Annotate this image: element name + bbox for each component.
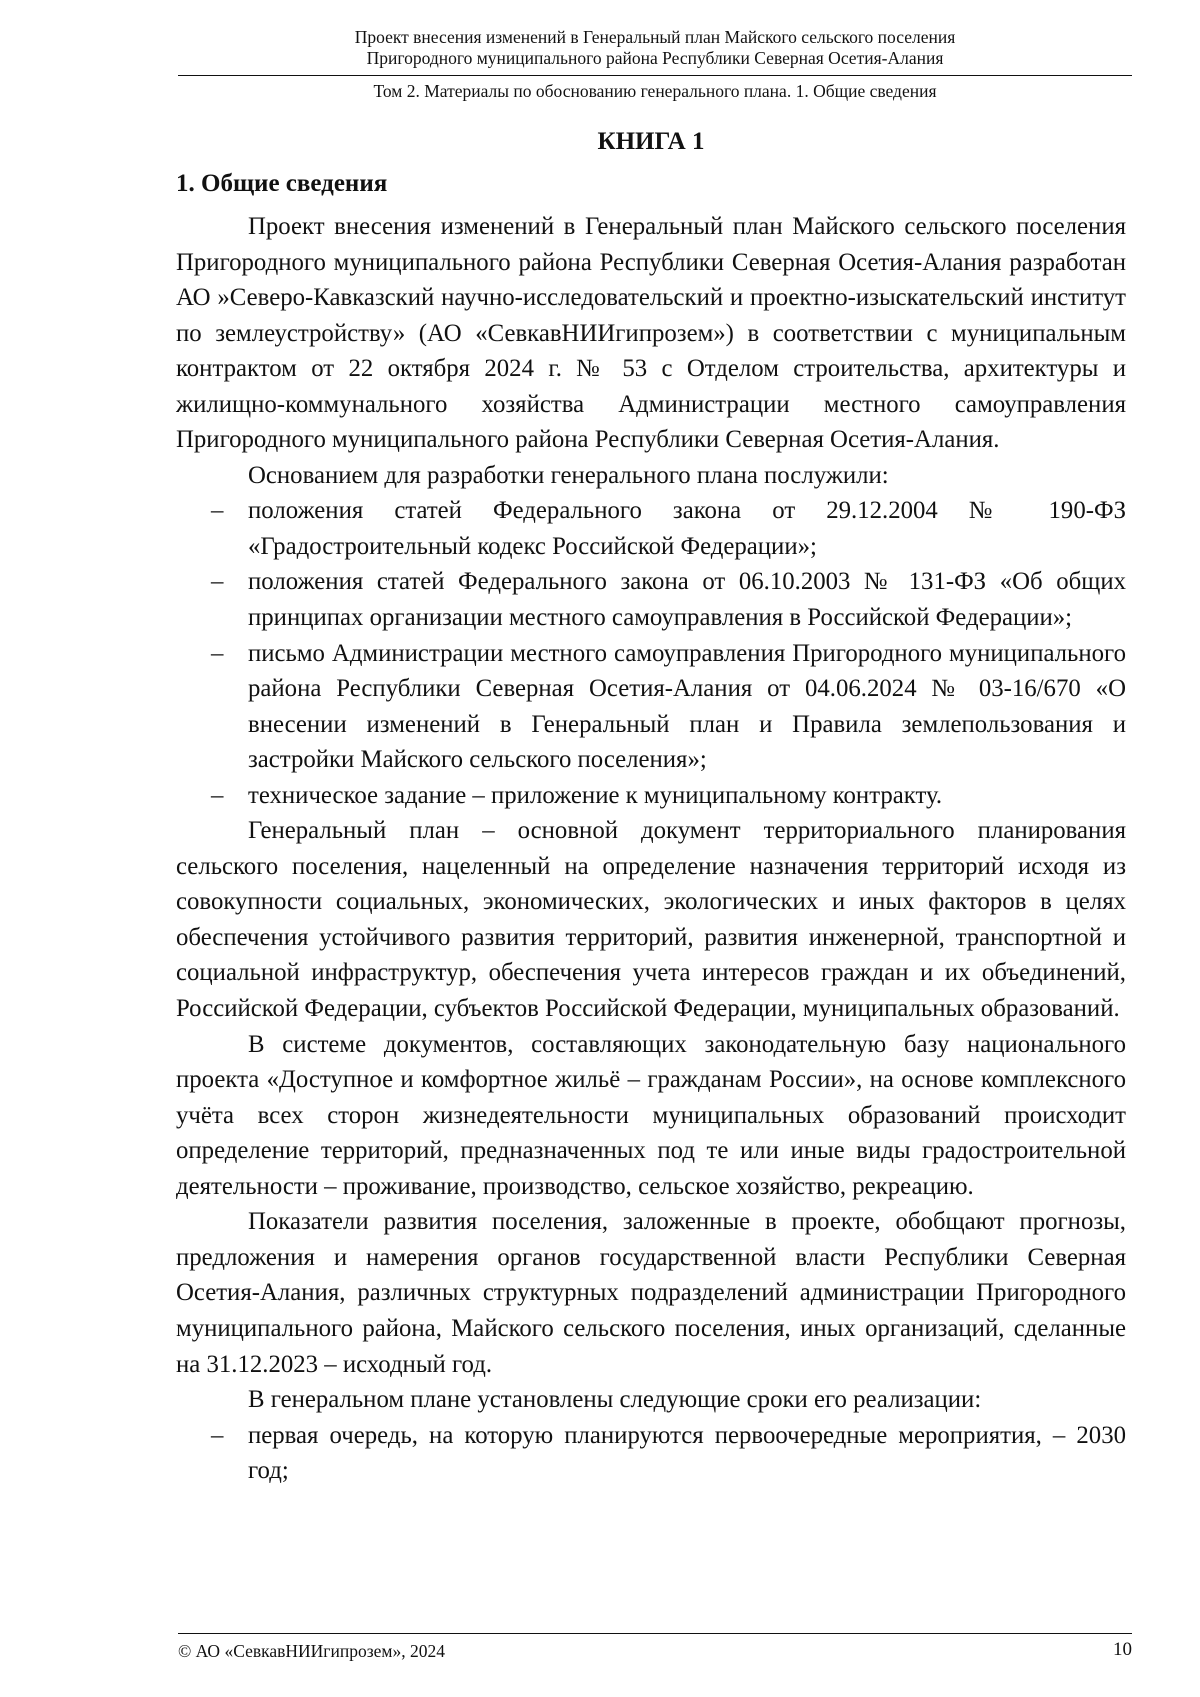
book-title: КНИГА 1 [597,128,705,155]
list-item-text: письмо Администрации местного самоуправления Пригородного муниципального района Республики Северная Осетия-Алания от 04.06.2024 № 03-16/670 «О внесении изменений в Генеральный план и Правила землепользования и застройки Майского сельского поселения»; [248,639,1126,774]
paragraph-general-plan: Генеральный план – основной документ территориального планирования сельского поселения, нацеленный на определение назначения территорий исходя из совокупности социальных, экономических, экологических и иных факторов в целях обеспечения устойчивого развития территорий, развития инженерной, транспортной и социальной инфраструктур, обеспечения учета интересов граждан и их объединений, Российской Федерации, субъектов Российской Федерации, муниципальных образований. [176,817,1126,1023]
list-item-text: положения статей Федерального закона от 29.12.2004 № 190-ФЗ «Градостроительный кодекс Российской Федерации»; [248,497,1126,560]
paragraph-basis-lead: Основанием для разработки генерального плана послужили: [248,461,889,489]
header-divider [178,75,1132,76]
section-heading: 1. Общие сведения [176,170,388,197]
list-item-text: положения статей Федерального закона от 06.10.2003 № 131-ФЗ «Об общих принципах организации местного самоуправления в Российской Федерации»; [248,568,1126,632]
list-item-text: техническое задание – приложение к муниципальному контракту. [248,781,943,809]
terms-list [176,1418,1126,1489]
list-item [176,1418,1126,1489]
paragraph-national-project: В системе документов, составляющих законодательную базу национального проекта «Доступное и комфортное жильё – гражданам России», на основе комплексного учёта всех сторон жизнедеятельности муниципальных образований происходит определение территорий, предназначенных под те или иные виды градостроительной деятельности – проживание, производство, сельское хозяйство, рекреацию. [176,1030,1126,1200]
list-dash: – [211,497,224,525]
running-header-volume: Том 2. Материалы по обоснованию генерального плана. 1. Общие сведения [373,81,937,101]
list-item [176,564,1126,635]
paragraph-indicators: Показатели развития поселения, заложенные в проекте, обобщают прогнозы, предложения и намерения органов государственной власти Республики Северная Осетия-Алания, различных структурных подразделений администрации Пригородного муниципального района, Майского сельского поселения, иных организаций, сделанные на 31.12.2023 – исходный год. [176,1208,1126,1378]
list-item [176,493,1126,564]
running-header-project-line2: Пригородного муниципального района Республики Северная Осетия-Алания [366,48,944,68]
list-item-text: первая очередь, на которую планируются первоочередные мероприятия, – 2030 год; [248,1421,1126,1485]
basis-list [176,493,1126,813]
footer-divider [178,1633,1132,1634]
footer-copyright: © АО «СевкавНИИгипрозем», 2024 [178,1641,445,1661]
paragraph-terms-lead: В генеральном плане установлены следующие сроки его реализации: [248,1386,982,1414]
list-dash: – [211,568,224,596]
list-item [176,778,1126,814]
running-header-project-line1: Проект внесения изменений в Генеральный план Майского сельского поселения [354,27,956,47]
list-dash: – [211,781,224,809]
list-dash: – [211,1421,224,1449]
page-number: 10 [1113,1639,1132,1660]
paragraph-intro: Проект внесения изменений в Генеральный план Майского сельского поселения Пригородного муниципального района Республики Северная Осетия-Алания разработан АО »Северо-Кавказский научно-исследовательский и проектно-изыскательский институт по землеустройству» (АО «СевкавНИИгипрозем») в соответствии с муниципальным контрактом от 22 октября 2024 г. № 53 с Отделом строительства, архитектуры и жилищно-коммунального хозяйства Администрации местного самоуправления Пригородного муниципального района Республики Северная Осетия-Алания. [176,213,1126,454]
document-body [176,209,1126,1489]
list-item [176,636,1126,778]
list-dash: – [211,639,224,667]
